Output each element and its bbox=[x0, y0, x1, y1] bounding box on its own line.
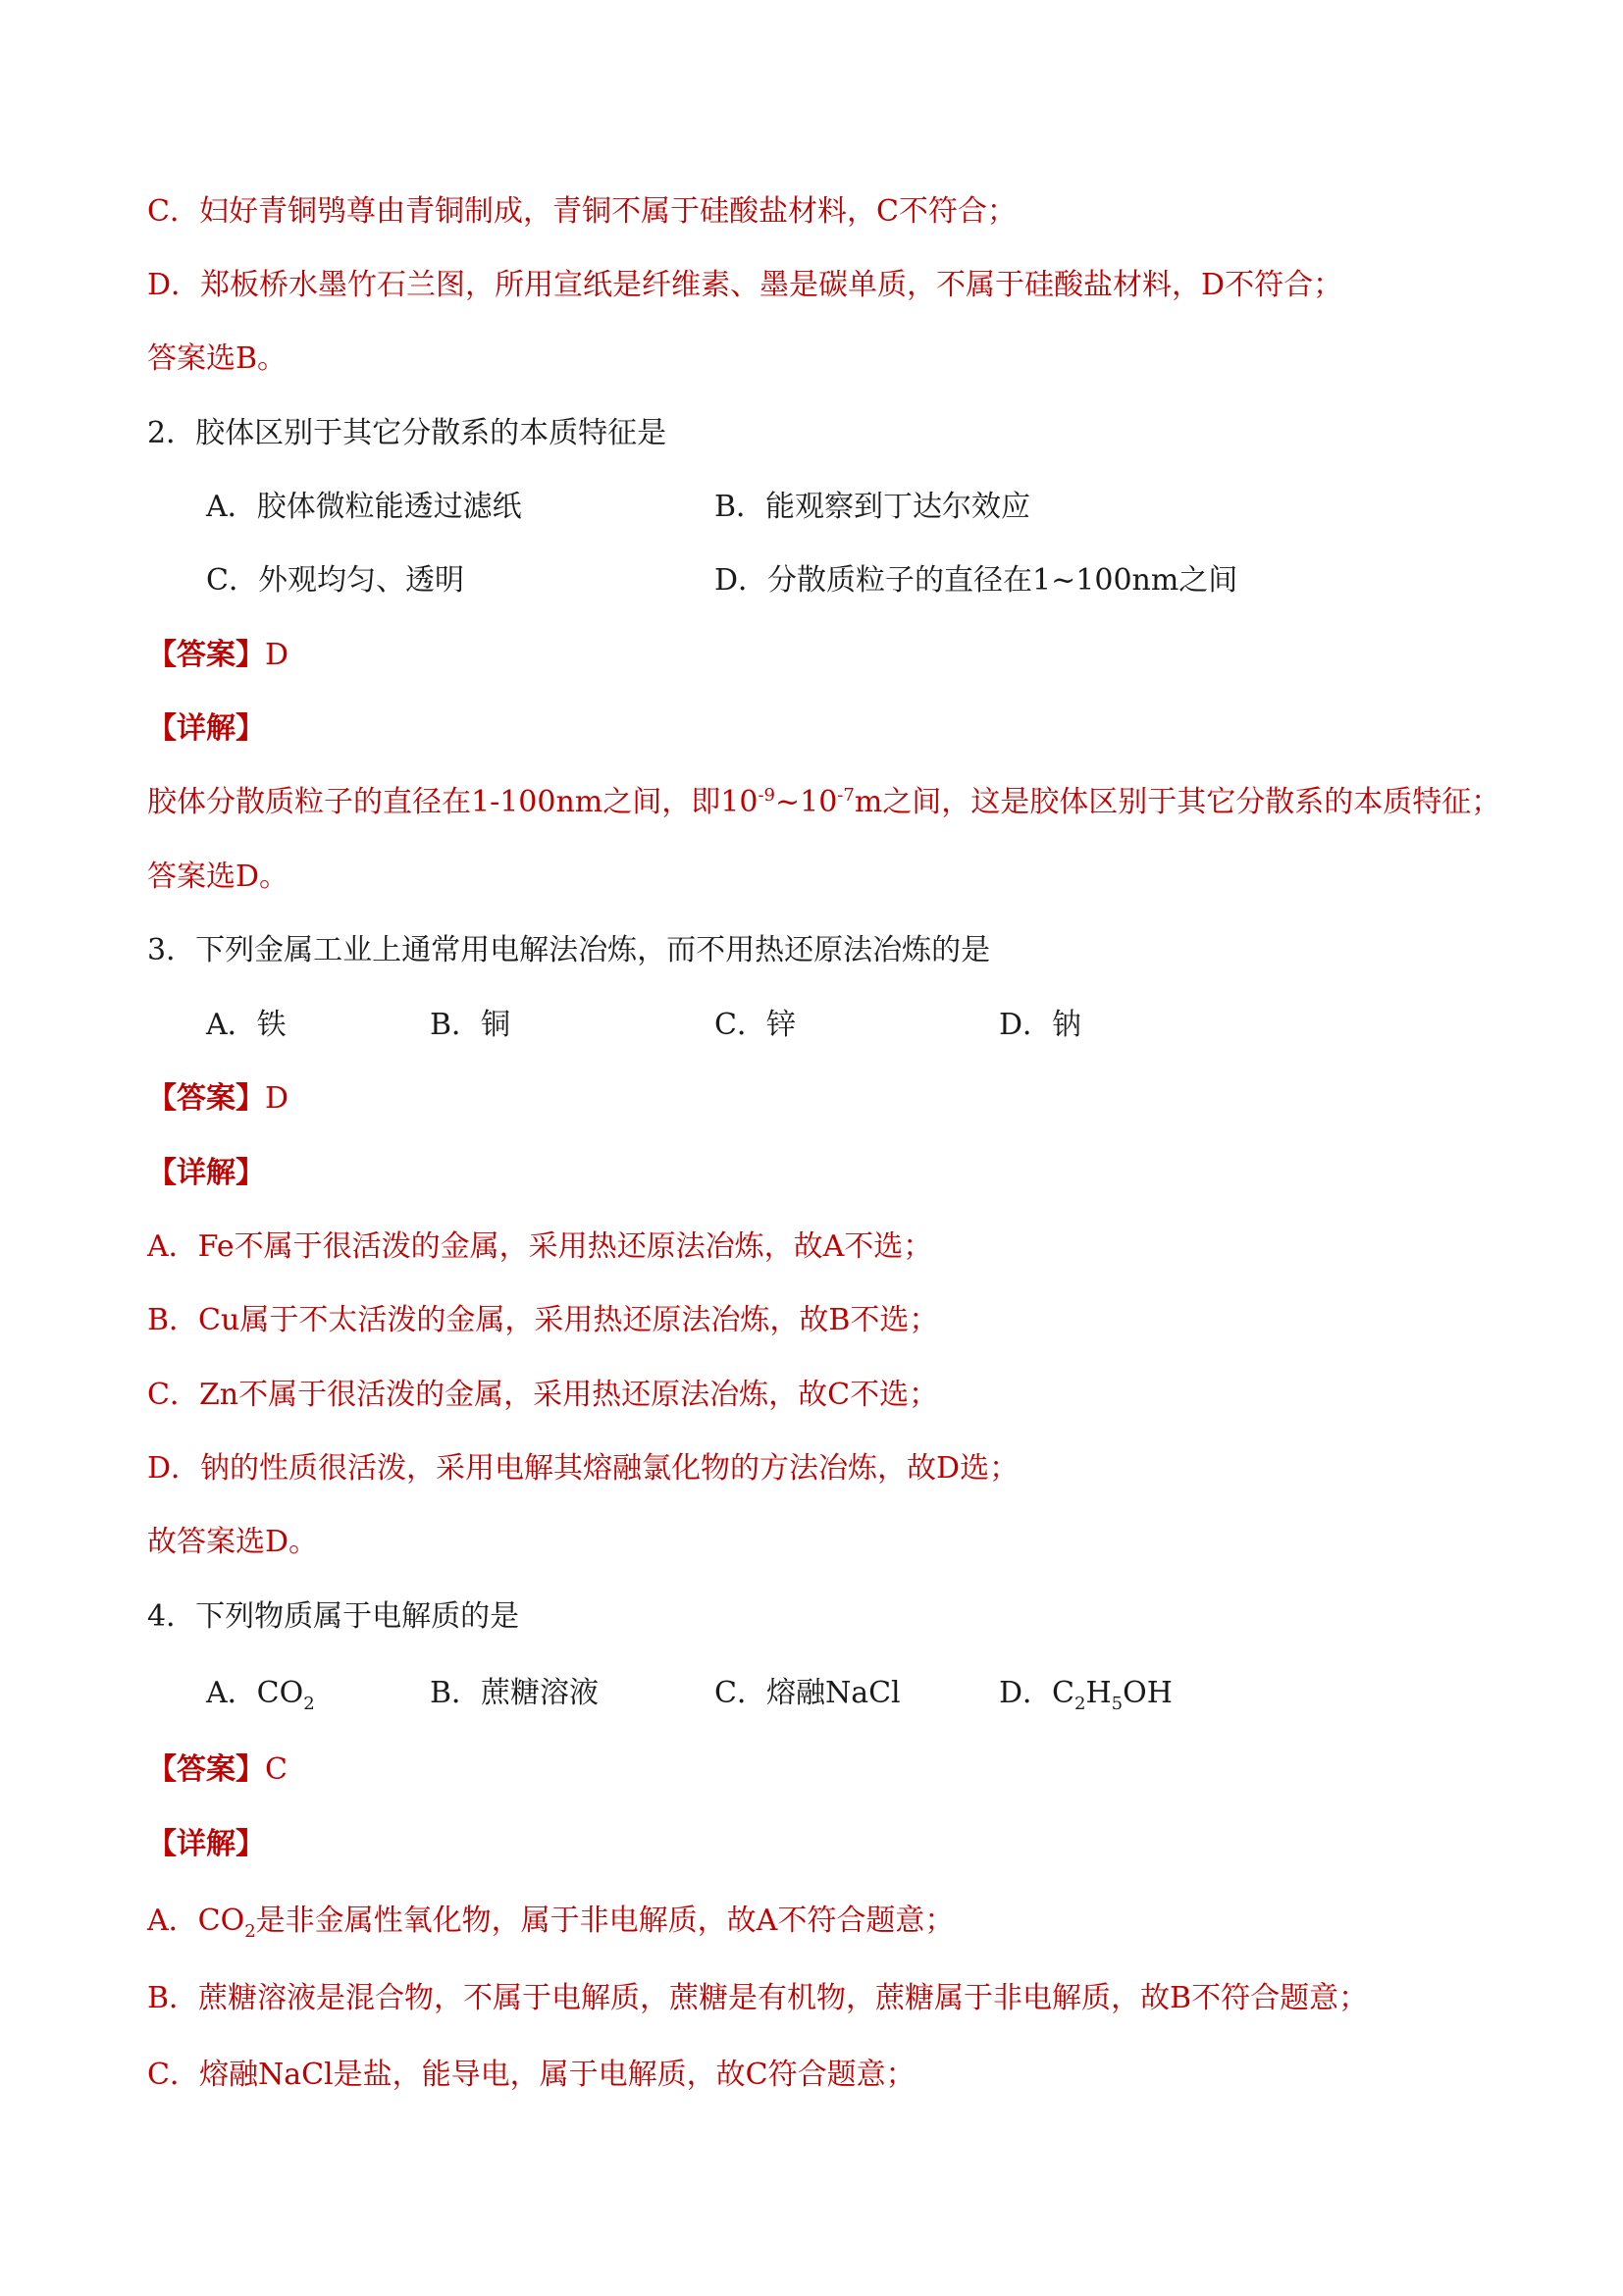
subscript: 2 bbox=[244, 1921, 256, 1942]
q3-detail-c: C．Zn不属于很活泼的金属，采用热还原法冶炼，故C不选； bbox=[147, 1378, 939, 1412]
q2-conclusion: 答案选D。 bbox=[147, 860, 289, 894]
q3-option-b: B．铜 bbox=[430, 1008, 511, 1042]
q3-answer bbox=[147, 1079, 288, 1119]
q2-detail-text bbox=[147, 783, 1500, 822]
subscript-1: 2 bbox=[1074, 1694, 1086, 1714]
q4-detail-a bbox=[147, 1902, 954, 1941]
q3-option-d: D．钠 bbox=[999, 1008, 1082, 1042]
answer-value: D bbox=[265, 1081, 289, 1116]
q4-option-c: C．熔融NaCl bbox=[714, 1676, 901, 1710]
answer-value: C bbox=[265, 1752, 288, 1787]
q2-option-d: D．分散质粒子的直径在1~100nm之间 bbox=[714, 563, 1238, 598]
q2-answer bbox=[147, 636, 288, 675]
q4-detail-b: B．蔗糖溶液是混合物，不属于电解质，蔗糖是有机物，蔗糖属于非电解质，故B不符合题意； bbox=[147, 1981, 1369, 2015]
subscript: 2 bbox=[303, 1694, 315, 1714]
q4-stem: 4．下列物质属于电解质的是 bbox=[147, 1599, 520, 1634]
q2-detail-label: 【详解】 bbox=[147, 711, 265, 746]
q4-detail-label: 【详解】 bbox=[147, 1827, 265, 1861]
q4-option-d bbox=[999, 1674, 1173, 1713]
q3-detail-label: 【详解】 bbox=[147, 1156, 265, 1190]
q1-option-d-explanation: D．郑板桥水墨竹石兰图，所用宣纸是纤维素、墨是碳单质，不属于硅酸盐材料，D不符合； bbox=[147, 268, 1343, 302]
answer-label: 【答案】 bbox=[147, 1081, 265, 1116]
q3-detail-a: A．Fe不属于很活泼的金属，采用热还原法冶炼，故A不选； bbox=[147, 1229, 933, 1264]
q2-option-b: B．能观察到丁达尔效应 bbox=[714, 490, 1031, 524]
q3-option-c: C．锌 bbox=[714, 1008, 796, 1042]
detail-text-mid: ~10 bbox=[774, 785, 838, 819]
answer-label: 【答案】 bbox=[147, 638, 265, 672]
q1-option-c-explanation: C．妇好青铜鸮尊由青铜制成，青铜不属于硅酸盐材料，C不符合； bbox=[147, 194, 1017, 229]
q1-conclusion: 答案选B。 bbox=[147, 341, 288, 376]
q3-conclusion: 故答案选D。 bbox=[147, 1525, 319, 1559]
q3-stem: 3．下列金属工业上通常用电解法冶炼，而不用热还原法冶炼的是 bbox=[147, 933, 991, 967]
q4-option-b: B．蔗糖溶液 bbox=[430, 1676, 600, 1710]
q3-option-a: A．铁 bbox=[206, 1008, 287, 1042]
exponent-1: -9 bbox=[758, 785, 775, 806]
option-d-text-post: OH bbox=[1123, 1676, 1173, 1710]
subscript-2: 5 bbox=[1111, 1694, 1124, 1714]
exponent-2: -7 bbox=[837, 785, 855, 806]
q2-stem: 2．胶体区别于其它分散系的本质特征是 bbox=[147, 416, 667, 450]
q2-option-a: A．胶体微粒能透过滤纸 bbox=[206, 490, 522, 524]
q4-detail-c: C．熔融NaCl是盐，能导电，属于电解质，故C符合题意； bbox=[147, 2058, 916, 2092]
option-d-text-pre: D．C bbox=[999, 1676, 1075, 1710]
q4-answer bbox=[147, 1750, 288, 1790]
answer-value: D bbox=[265, 638, 289, 672]
option-a-text: A．CO bbox=[206, 1676, 304, 1710]
q3-detail-d: D．钠的性质很活泼，采用电解其熔融氯化物的方法冶炼，故D选； bbox=[147, 1451, 1020, 1486]
detail-a-pre: A．CO bbox=[147, 1904, 245, 1938]
answer-label: 【答案】 bbox=[147, 1752, 265, 1787]
detail-text-post: m之间，这是胶体区别于其它分散系的本质特征； bbox=[854, 785, 1501, 819]
q3-detail-b: B．Cu属于不太活泼的金属，采用热还原法冶炼，故B不选； bbox=[147, 1303, 939, 1337]
detail-text-pre: 胶体分散质粒子的直径在1-100nm之间，即10 bbox=[147, 785, 759, 819]
detail-a-post: 是非金属性氧化物，属于非电解质，故A不符合题意； bbox=[255, 1904, 955, 1938]
option-d-text-mid: H bbox=[1085, 1676, 1112, 1710]
q4-option-a bbox=[206, 1674, 315, 1713]
q2-option-c: C．外观均匀、透明 bbox=[206, 563, 464, 598]
